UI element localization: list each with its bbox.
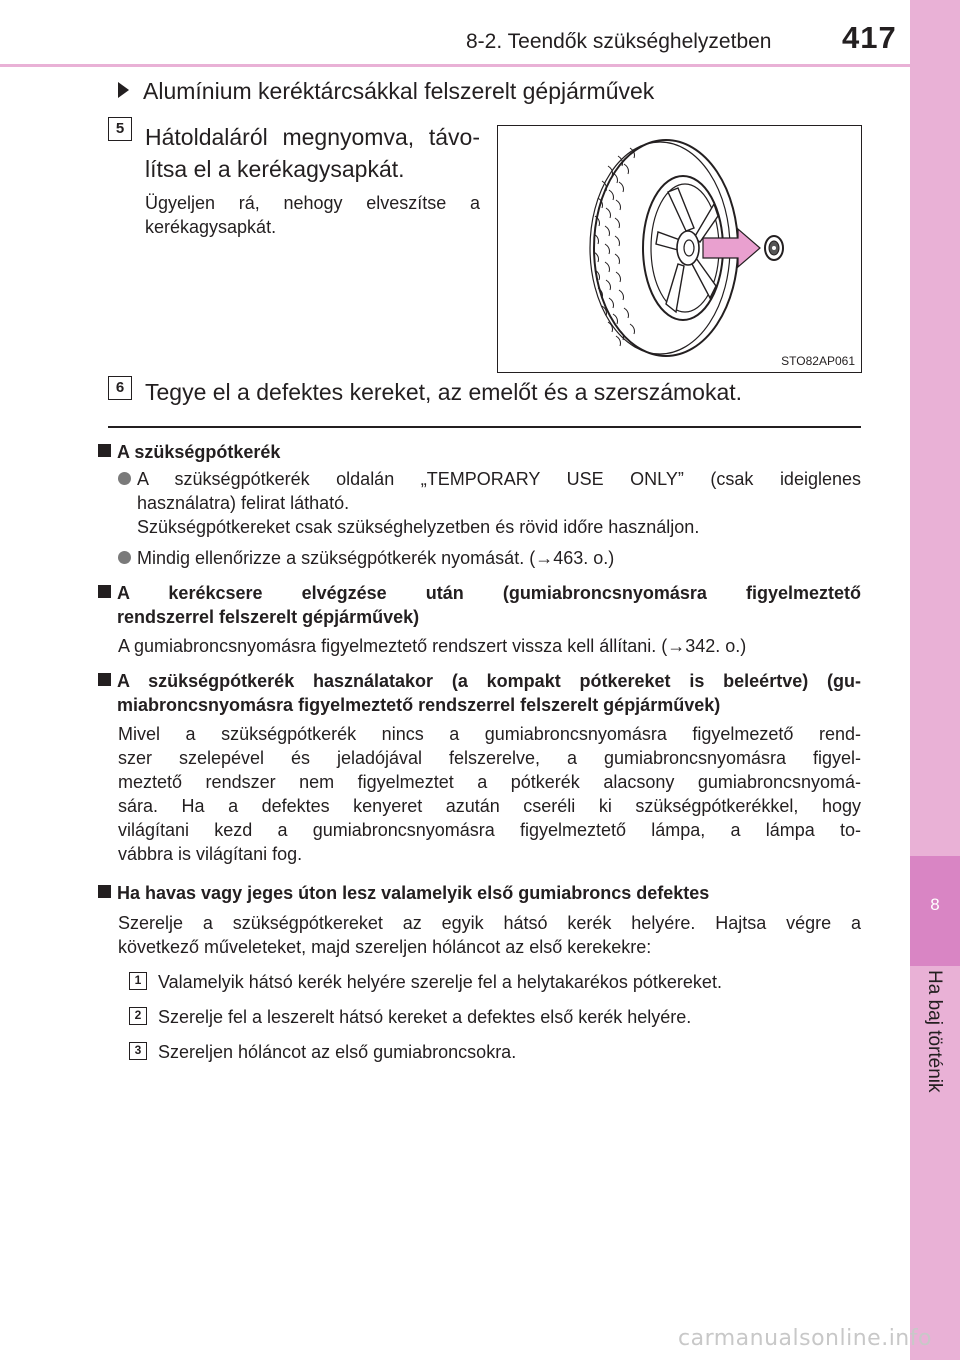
step-5-text (145, 121, 480, 185)
square-bullet-icon (98, 885, 111, 898)
circle-bullet-icon (118, 472, 131, 485)
circle-bullet-icon (118, 551, 131, 564)
square-bullet-icon (98, 585, 111, 598)
wheel-hubcap-icon (498, 126, 860, 371)
snow-line-1: Szerelje a szükségpótkereket az egyik hátsó kerék helyére. Hajtsa végre a (118, 913, 861, 933)
step-5-note-line-2: kerékagysapkát. (145, 217, 277, 237)
section-heading-after-change (98, 581, 861, 629)
step-5-line-2: lítsa el a kerékagysapkát. (145, 156, 405, 182)
sub-step-text-1: Valamelyik hátsó kerék helyére szerelje fel a helytakarékos pótkereket. (158, 972, 722, 992)
bullet-1-line-3: Szükségpótkereket csak szükséghelyzetben és rövid időre használjon. (137, 517, 700, 537)
using-spare-line-1: Mivel a szükségpótkerék nincs a gumiabroncsnyomásra figyelmezető rend- (118, 724, 861, 744)
using-spare-line-4: sára. Ha a defektes kenyeret azután cseréli ki szükségpótkerékkel, hogy (118, 796, 861, 816)
bullet-spare-label-text (137, 467, 861, 539)
bullet-1-line-2: használatra) felirat látható. (137, 493, 350, 513)
chapter-side-tab (910, 0, 960, 1360)
sub-step-number-3: 3 (129, 1042, 147, 1060)
chapter-label-text: Ha baj történik (924, 970, 945, 1093)
section-heading-using-spare (98, 669, 861, 717)
section-heading-snow (98, 881, 861, 905)
subtitle-text: Alumínium keréktárcsákkal felszerelt gépjárművek (143, 78, 655, 104)
heading-using-spare-line-2: miabroncsnyomásra figyelmeztető rendszerrel felszerelt gépjárművek) (117, 695, 721, 715)
heading-using-spare-line-1: A szükségpótkerék használatakor (a kompakt pótkereket is beleértve) (gu- (117, 671, 861, 691)
using-spare-line-3: meztető rendszer nem figyelmeztet a pótkerék alacsony gumiabroncsnyomá- (118, 772, 861, 792)
step-number-6: 6 (108, 376, 132, 400)
sub-step-number-1: 1 (129, 972, 147, 990)
wheel-figure (497, 125, 862, 373)
bullet-1-line-1: A szükségpótkerék oldalán „TEMPORARY USE ONLY” (csak ideiglenes (137, 469, 861, 489)
heading-after-change-line-1: A kerékcsere elvégzése után (gumiabroncsnyomásra figyelmeztető (117, 583, 861, 603)
snow-paragraph (118, 911, 861, 959)
section-heading-after-change-text (117, 581, 861, 629)
bullet-spare-pressure-text: Mindig ellenőrizze a szükségpótkerék nyomását. (→463. o.) (137, 548, 615, 568)
header-rule (0, 64, 910, 67)
chapter-label (920, 970, 950, 1110)
figure-code: STO82AP061 (781, 354, 855, 368)
heading-after-change-line-2: rendszerrel felszerelt gépjárművek) (117, 607, 420, 627)
sub-step-text-3: Szereljen hóláncot az első gumiabroncsokra. (158, 1042, 517, 1062)
section-heading-spare (98, 440, 861, 464)
snow-line-2: következő műveleteket, majd szereljen hóláncot az első kerekekre: (118, 937, 652, 957)
section-title: 8-2. Teendők szükséghelyzetben (466, 30, 772, 53)
subtitle (118, 78, 654, 105)
section-heading-spare-text: A szükségpótkerék (117, 442, 281, 462)
using-spare-paragraph (118, 722, 861, 866)
using-spare-line-5: világítani kezd a gumiabroncsnyomásra figyelmeztető lámpa, a lámpa to- (118, 820, 861, 840)
square-bullet-icon (98, 444, 111, 457)
bullet-spare-label (118, 467, 861, 539)
step-number-5: 5 (108, 117, 132, 141)
step-5-line-1: Hátoldaláról megnyomva, távo- (145, 124, 480, 150)
sub-step-number-2: 2 (129, 1007, 147, 1025)
section-heading-using-spare-text (117, 669, 861, 717)
step-6-text: Tegye el a defektes kereket, az emelőt és a szerszámokat. (145, 379, 743, 405)
section-heading-snow-text: Ha havas vagy jeges úton lesz valamelyik első gumiabroncs defektes (117, 883, 710, 903)
using-spare-line-2: szer szelepével és jeladójával felszerelve, a gumiabroncsnyomásra figyel- (118, 748, 861, 768)
watermark: carmanualsonline.info (678, 1326, 932, 1351)
bullet-spare-pressure (118, 546, 861, 570)
triangle-bullet-icon (118, 82, 129, 98)
after-change-text: A gumiabroncsnyomásra figyelmeztető rendszert vissza kell állítani. (→342. o.) (118, 636, 747, 656)
section-divider (108, 426, 861, 428)
page-number: 417 (842, 20, 897, 55)
sub-step-text-2: Szerelje fel a leszerelt hátsó kereket a defektes első kerék helyére. (158, 1007, 692, 1027)
chapter-number: 8 (930, 895, 940, 914)
square-bullet-icon (98, 673, 111, 686)
step-5-note (145, 191, 480, 239)
step-5-note-line-1: Ügyeljen rá, nehogy elveszítse a (145, 193, 480, 213)
using-spare-line-6: vábbra is világítani fog. (118, 844, 303, 864)
page-header (0, 0, 910, 66)
